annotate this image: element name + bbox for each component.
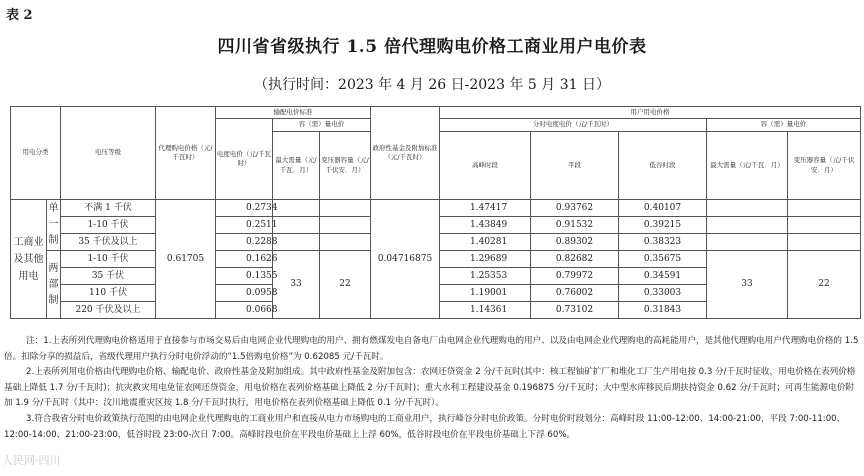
header-tdp-transformer: 变压器容量（元/千伏安．月） xyxy=(320,132,371,200)
header-user-price-group: 用户用电价格 xyxy=(440,107,861,119)
table-cell-level: 110 千伏 xyxy=(61,285,156,302)
header-agent-price: 代理购电价格（元/千瓦时） xyxy=(156,107,216,200)
table-cell-flat: 0.89302 xyxy=(531,234,619,251)
header-tdp-max-demand: 最大需量（元/千瓦．月） xyxy=(273,132,320,200)
table-cell-level: 1-10 千伏 xyxy=(61,251,156,268)
table-cell-peak: 1.29689 xyxy=(440,251,531,268)
user-transformer-value: 22 xyxy=(788,251,861,319)
table-cell-empty xyxy=(788,200,861,217)
header-valley: 低谷时段 xyxy=(619,132,707,200)
table-cell-level: 35 千伏及以上 xyxy=(61,234,156,251)
table-cell-flat: 0.73102 xyxy=(531,302,619,319)
table-cell-empty xyxy=(273,217,320,234)
header-category: 用电分类 xyxy=(11,107,61,200)
table-cell-empty xyxy=(707,234,788,251)
table-cell-valley: 0.35675 xyxy=(619,251,707,268)
table-cell-level: 1-10 千伏 xyxy=(61,217,156,234)
table-cell-peak: 1.40281 xyxy=(440,234,531,251)
table-cell-tdp: 0.1355 xyxy=(216,268,273,285)
notes-section xyxy=(4,334,860,443)
header-user-transformer: 变压器容量（元/千伏安．月） xyxy=(788,132,861,200)
table-cell-empty xyxy=(788,217,861,234)
table-cell-empty xyxy=(320,217,371,234)
note-2: 2.上表所列用电价格由代理购电价格、输配电价、政府性基金及附加组成。其中政府性基金及附加包含：农网还贷资金 2 分/千瓦时(其中：核工程铀矿扩厂和堆化工厂生产用电按 0.3 分/千瓦时征收，用电价格在表列价格基础上降低 1.7 分/千瓦时)；抗灾救灾用电免征农网还贷资金，用电价格在表列价格基础上降低 2 分/千瓦时)；重大水利工程建设基金 0.196875 分/千瓦时；大中型水库移民后期扶持资金 0.62 分/千瓦时；可再生能源电价附加 1.9 分/千瓦时（其中：汶川地震重灾区按 1.8 分/千瓦时执行，用电价格在表列价格基础上降低 0.1 分/千瓦时）。 xyxy=(4,367,856,409)
table-cell-tdp: 0.0668 xyxy=(216,302,273,319)
table-cell-peak: 1.47417 xyxy=(440,200,531,217)
table-cell-flat: 0.79972 xyxy=(531,268,619,285)
tdp-max-demand-value: 33 xyxy=(273,251,320,319)
table-cell-flat: 0.76002 xyxy=(531,285,619,302)
table-cell-empty xyxy=(707,200,788,217)
table-cell-empty xyxy=(788,234,861,251)
header-tdp-group: 输配电价标准 xyxy=(216,107,371,119)
page-subtitle: （执行时间：2023 年 4 月 26 日-2023 年 5 月 31 日） xyxy=(254,77,610,93)
table-cell-peak: 1.25353 xyxy=(440,268,531,285)
header-voltage: 电压等级 xyxy=(61,107,156,200)
table-cell-level: 35 千伏 xyxy=(61,268,156,285)
header-user-max-demand: 最大需量（元/千瓦．月） xyxy=(707,132,788,200)
header-tdp-capacity-group: 容（需）量电价 xyxy=(273,119,371,132)
table-cell-level: 不满 1 千伏 xyxy=(61,200,156,217)
agent-price-value: 0.61705 xyxy=(156,200,216,319)
table-cell-valley: 0.31843 xyxy=(619,302,707,319)
header-flat: 平段 xyxy=(531,132,619,200)
table-cell-tdp: 0.2511 xyxy=(216,217,273,234)
table-cell-valley: 0.34591 xyxy=(619,268,707,285)
table-cell-valley: 0.39215 xyxy=(619,217,707,234)
tariff-table xyxy=(10,106,861,319)
category-label: 工商业及其他用电 xyxy=(11,200,47,319)
gov-fund-value: 0.04716875 xyxy=(371,200,440,319)
header-peak: 高峰时段 xyxy=(440,132,531,200)
header-tou-group: 分时电度电价（元/千瓦时） xyxy=(440,119,707,132)
table-cell-level: 220 千伏及以上 xyxy=(61,302,156,319)
table-cell-flat: 0.93762 xyxy=(531,200,619,217)
table-cell-flat: 0.91532 xyxy=(531,217,619,234)
table-cell-empty xyxy=(320,200,371,217)
user-max-demand-value: 33 xyxy=(707,251,788,319)
table-cell-valley: 0.33003 xyxy=(619,285,707,302)
note-3: 3.符合我省分时电价政策执行范围的由电网企业代理购电的工商业用户和直接从电力市场购电的工商业用户，执行峰谷分时电价政策。分时电价时段划分：高峰时段 11:00-12:00、14:00-21:00，平段 7:00-11:00、12:00-14:00、21:00-23:00，低谷时段 23:00-次日 7:00。高峰时段电价在平段电价基础上上浮 60%，低谷时段电价在平段电价基础上下浮 60%。 xyxy=(4,413,846,440)
table-cell-tdp: 0.0958 xyxy=(216,285,273,302)
table-cell-empty xyxy=(320,234,371,251)
table-cell-valley: 0.38323 xyxy=(619,234,707,251)
table-cell-valley: 0.40107 xyxy=(619,200,707,217)
table-tag: 表 2 xyxy=(6,8,33,23)
table-cell-tdp: 0.1626 xyxy=(216,251,273,268)
table-cell-tdp: 0.2288 xyxy=(216,234,273,251)
watermark: 人民网·四川 xyxy=(2,454,61,467)
table-cell-flat: 0.82682 xyxy=(531,251,619,268)
header-gov-fund: 政府性基金及附加标准（元/千瓦时） xyxy=(371,107,440,200)
single-system-label: 单一制 xyxy=(47,200,61,251)
table-cell-empty xyxy=(273,234,320,251)
two-part-label: 两部制 xyxy=(47,251,61,319)
table-cell-peak: 1.14361 xyxy=(440,302,531,319)
table-cell-tdp: 0.2734 xyxy=(216,200,273,217)
page-title: 四川省省级执行 1.5 倍代理购电价格工商业用户电价表 xyxy=(217,37,647,57)
note-1: 注：1.上表所列代理购电价格适用于直接参与市场交易后由电网企业代理购电的用户、拥有燃煤发电自备电厂由电网企业代理购电的用户、以及由电网企业代理购电的高耗能用户，是其他代理购电用户代理购电价格的 1.5 倍。扣除分享的损益后，省级代理用户执行分时电价浮动的“1.5倍购电价格”为 0.62085 元/千瓦时。 xyxy=(4,336,859,362)
table-cell-empty xyxy=(273,200,320,217)
header-user-capacity-group: 容（需）量电价 xyxy=(707,119,861,132)
header-tdp-energy: 电度电价（元/千瓦时） xyxy=(216,119,273,200)
tdp-transformer-value: 22 xyxy=(320,251,371,319)
table-cell-empty xyxy=(707,217,788,234)
table-cell-peak: 1.43849 xyxy=(440,217,531,234)
table-cell-peak: 1.19001 xyxy=(440,285,531,302)
